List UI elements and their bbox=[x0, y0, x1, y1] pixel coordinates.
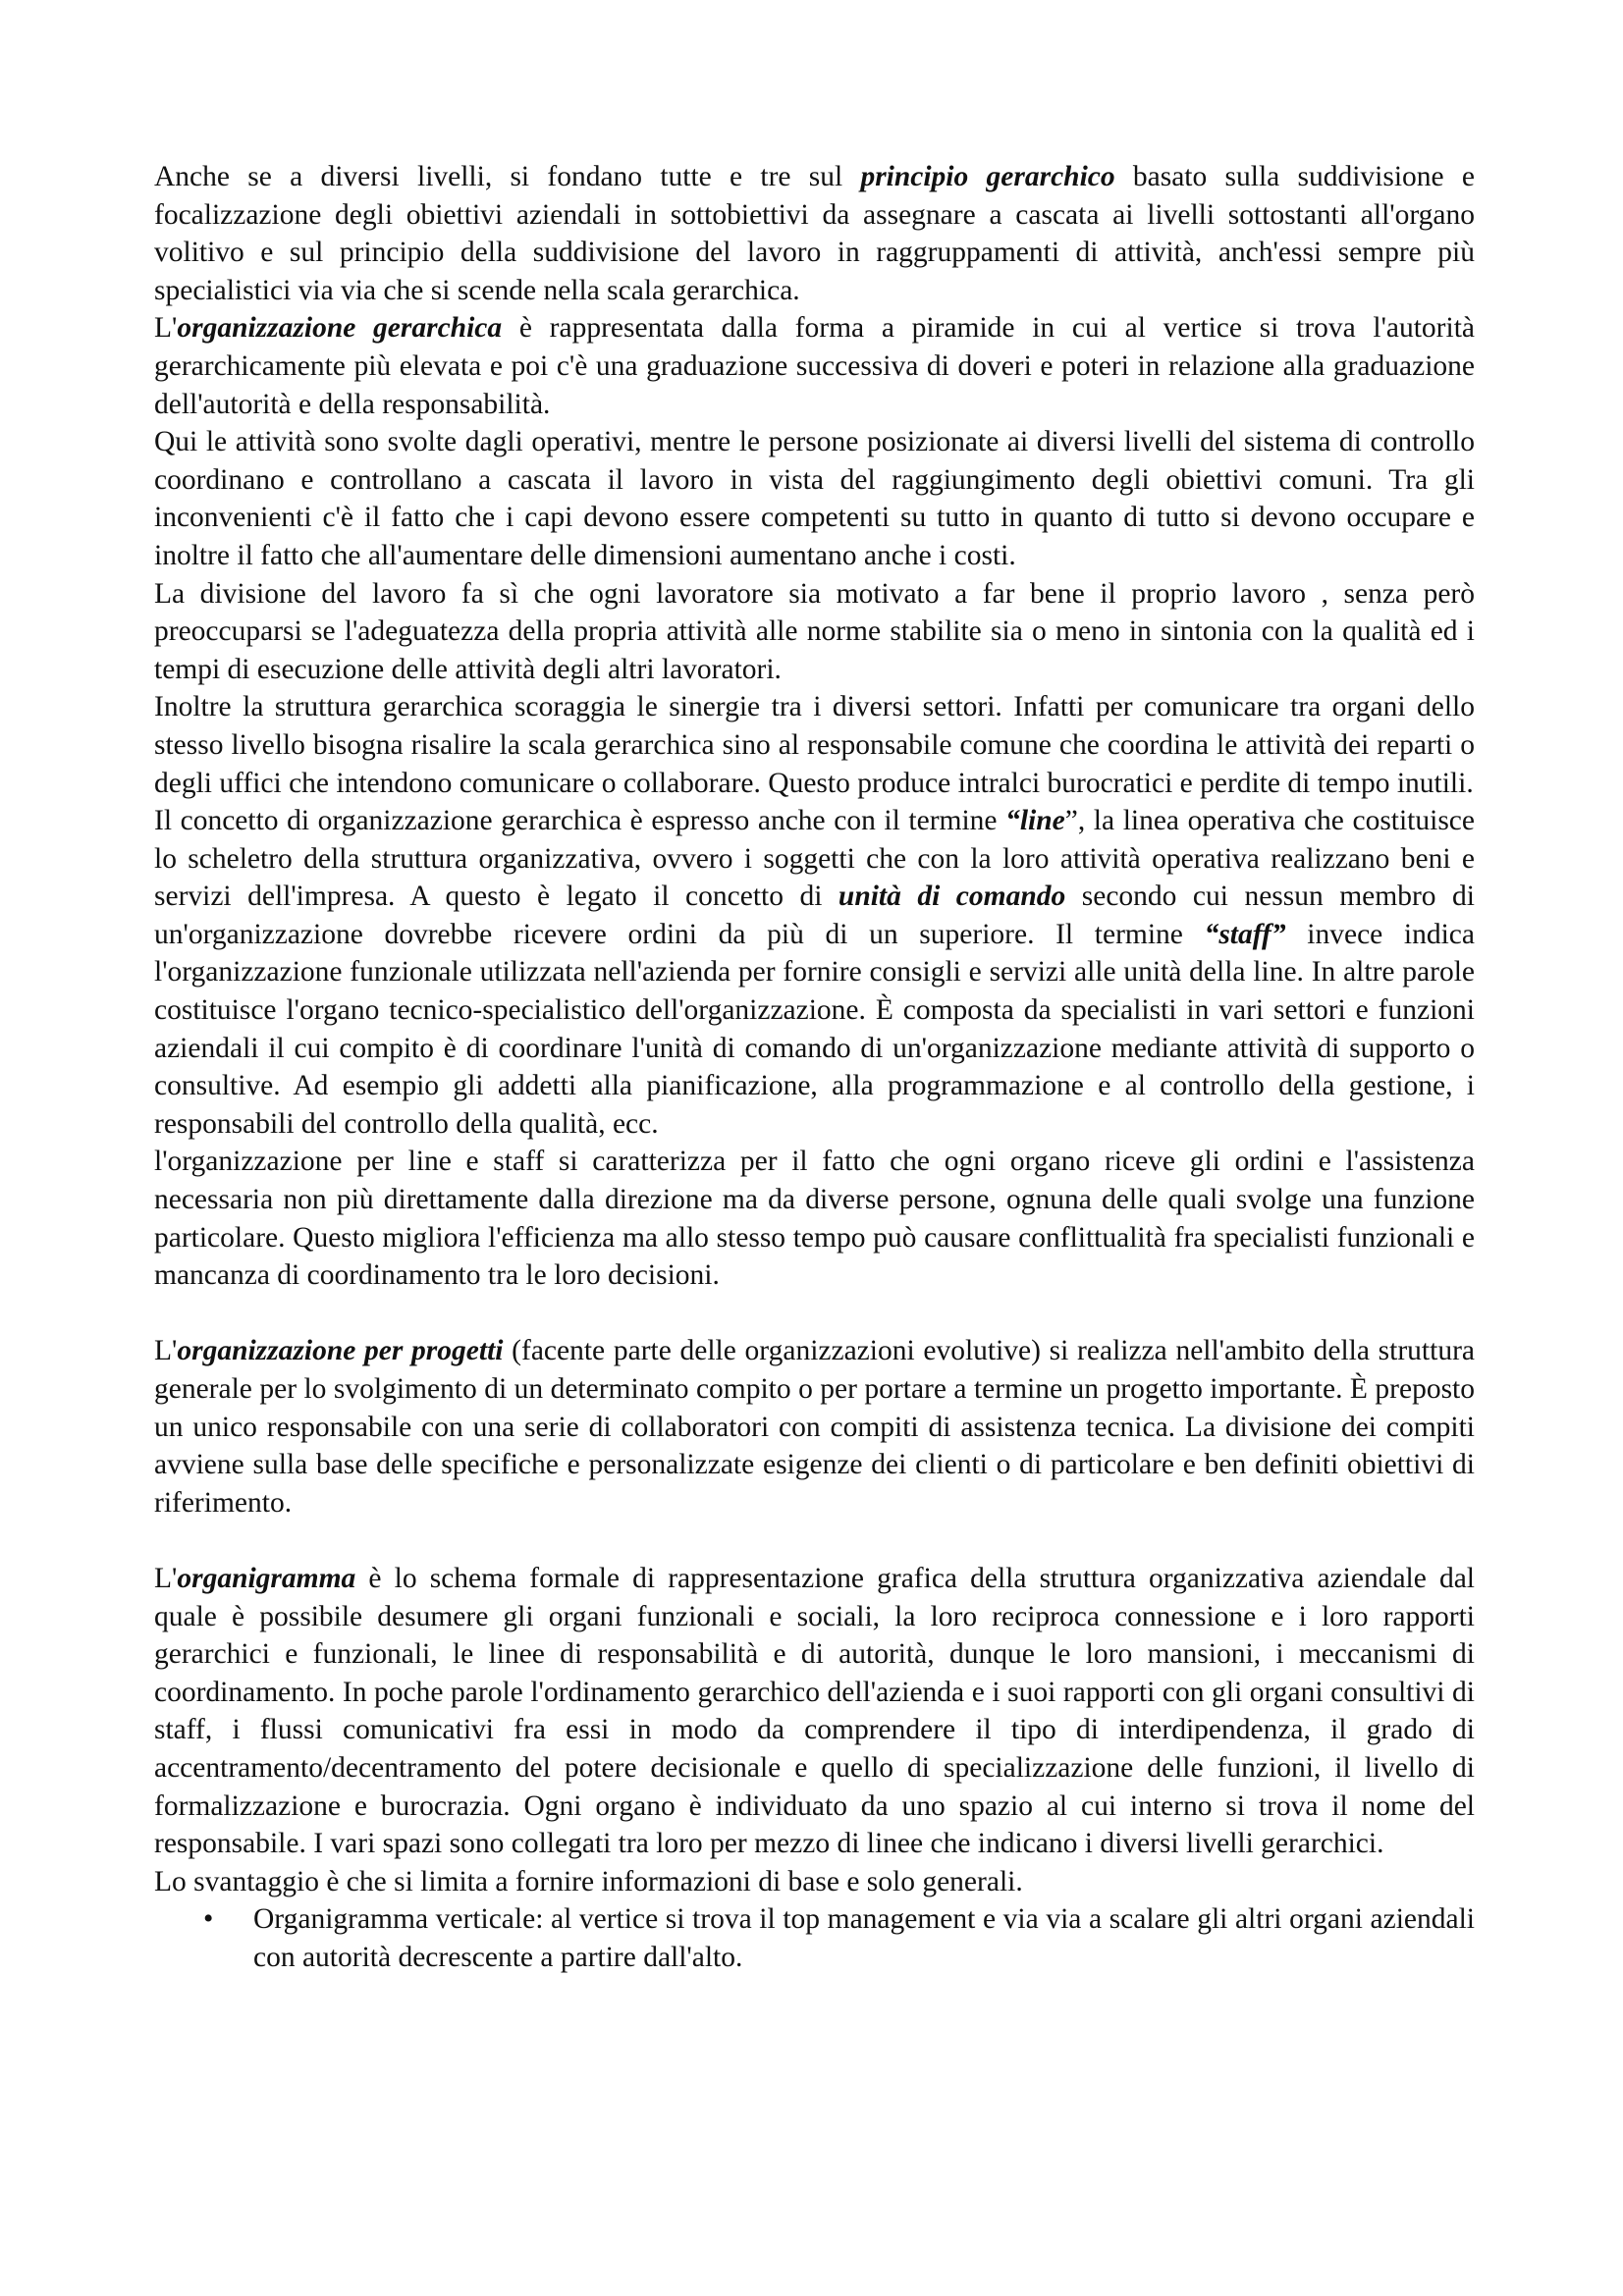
emphasized-term: “line bbox=[1005, 805, 1065, 837]
text-run: Anche se a diversi livelli, si fondano tutte e tre sul bbox=[154, 161, 861, 192]
paragraph bbox=[154, 1863, 1475, 1901]
text-run: basato sulla suddivisione e focalizzazione degli obiettivi aziendali in sottobiettivi da assegnare a cascata ai livelli sottostanti all'organo volitivo e sul principio della suddivisione del lavoro in raggruppamenti di attività, anch'essi sempre più specialistici via via che si scende nella scala gerarchica. bbox=[154, 161, 1475, 306]
paragraph-list bbox=[154, 158, 1475, 1900]
paragraph bbox=[154, 1143, 1475, 1294]
text-run: Qui le attività sono svolte dagli operativi, mentre le persone posizionate ai diversi livelli del sistema di controllo coordinano e controllano a cascata il lavoro in vista del raggiungimento degli obiettivi comuni. Tra gli inconvenienti c'è il fatto che i capi devono essere competenti su tutto in quanto di tutto si devono occupare e inoltre il fatto che all'aumentare delle dimensioni aumentano anche i costi. bbox=[154, 426, 1475, 571]
text-run: è lo schema formale di rappresentazione grafica della struttura organizzativa aziendale dal quale è possibile desumere gli organi funzionali e sociali, la loro reciproca connessione e i loro rapporti gerarchici e funzionali, le linee di responsabilità e di autorità, dunque le loro mansioni, i meccanismi di coordinamento. In poche parole l'ordinamento gerarchico dell'azienda e i suoi rapporti con gli organi consultivi di staff, i flussi comunicativi fra essi in modo da comprendere il tipo di interdipendenza, il grado di accentramento/decentramento del potere decisionale e quello di specializzazione delle funzioni, il livello di formalizzazione e burocrazia. Ogni organo è individuato da uno spazio al cui interno si trova il nome del responsabile. I vari spazi sono collegati tra loro per mezzo di linee che indicano i diversi livelli gerarchici. bbox=[154, 1562, 1475, 1860]
paragraph bbox=[154, 1332, 1475, 1522]
text-run: (facente parte delle organizzazioni evolutive) si realizza nell'ambito della struttura generale per lo svolgimento di un determinato compito o per portare a termine un progetto importante. È preposto un unico responsabile con una serie di collaboratori con compiti di assistenza tecnica. La divisione dei compiti avviene sulla base delle specifiche e personalizzate esigenze dei clienti o di particolare e ben definiti obiettivi di riferimento. bbox=[154, 1335, 1475, 1519]
paragraph bbox=[154, 802, 1475, 1143]
bullet-list bbox=[154, 1900, 1475, 1976]
text-run: ”, la linea operativa che costituisce lo scheletro della struttura organizzativa, ovvero i soggetti che con la loro attività operativa realizzano beni e servizi dell'impresa. A questo è legato il concetto di bbox=[154, 805, 1475, 913]
text-run: secondo cui nessun membro di un'organizzazione dovrebbe ricevere ordini da più di un superiore. Il termine bbox=[154, 881, 1475, 950]
text-run: Inoltre la struttura gerarchica scoraggia le sinergie tra i diversi settori. Infatti per comunicare tra organi dello stesso livello bisogna risalire la scala gerarchica sino al responsabile comune che coordina le attività dei reparti o degli uffici che intendono comunicare o collaborare. Questo produce intralci burocratici e perdite di tempo inutili. bbox=[154, 691, 1475, 799]
emphasized-term: organizzazione per progetti bbox=[177, 1335, 504, 1367]
paragraph bbox=[154, 423, 1475, 574]
text-run: Lo svantaggio è che si limita a fornire informazioni di base e solo generali. bbox=[154, 1865, 1023, 1897]
paragraph bbox=[154, 158, 1475, 309]
paragraph bbox=[154, 688, 1475, 802]
paragraph-spacer bbox=[154, 1522, 1475, 1560]
text-run: L' bbox=[154, 312, 178, 345]
paragraph bbox=[154, 575, 1475, 689]
text-run: L' bbox=[154, 1335, 178, 1367]
document-body bbox=[154, 158, 1475, 1977]
paragraph bbox=[154, 309, 1475, 423]
bullet-item bbox=[154, 1900, 1475, 1976]
text-run: è rappresentata dalla forma a piramide in cui al vertice si trova l'autorità gerarchicamente più elevata e poi c'è una graduazione successiva di doveri e poteri in relazione alla graduazione dell'autorità e della responsabilità. bbox=[154, 312, 1475, 420]
paragraph bbox=[154, 1560, 1475, 1863]
text-run: L' bbox=[154, 1562, 178, 1594]
emphasized-term: organizzazione gerarchica bbox=[177, 312, 503, 345]
emphasized-term: principio gerarchico bbox=[860, 161, 1115, 192]
emphasized-term: unità di comando bbox=[838, 881, 1066, 913]
paragraph-spacer bbox=[154, 1295, 1475, 1333]
bullet-icon: • bbox=[203, 1903, 214, 1936]
text-run: l'organizzazione per line e staff si caratterizza per il fatto che ogni organo riceve gli ordini e l'assistenza necessaria non più direttamente dalla direzione ma da diverse persone, ognuna delle quali svolge una funzione particolare. Questo migliora l'efficienza ma allo stesso tempo può causare conflittualità fra specialisti funzionali e mancanza di coordinamento tra le loro decisioni. bbox=[154, 1146, 1475, 1292]
emphasized-term: “staff” bbox=[1204, 918, 1286, 950]
text-run: La divisione del lavoro fa sì che ogni lavoratore sia motivato a far bene il proprio lavoro , senza però preoccuparsi se l'adeguatezza della propria attività alle norme stabilite sia o meno in sintonia con la qualità ed i tempi di esecuzione delle attività degli altri lavoratori. bbox=[154, 577, 1475, 685]
text-run: Il concetto di organizzazione gerarchica è espresso anche con il termine bbox=[154, 805, 1006, 837]
text-run: invece indica l'organizzazione funzionale utilizzata nell'azienda per fornire consigli e servizi alle unità della line. In altre parole costituisce l'organo tecnico-specialistico dell'organizzazione. È composta da specialisti in vari settori e funzioni aziendali il cui compito è di coordinare l'unità di comando di un'organizzazione mediante attività di supporto o consultive. Ad esempio gli addetti alla pianificazione, alla programmazione e al controllo della gestione, i responsabili del controllo della qualità, ecc. bbox=[154, 918, 1475, 1140]
emphasized-term: organigramma bbox=[177, 1562, 356, 1594]
bullet-text: Organigramma verticale: al vertice si trova il top management e via via a scalare gli altri organi aziendali con autorità decrescente a partire dall'alto. bbox=[253, 1903, 1475, 1973]
